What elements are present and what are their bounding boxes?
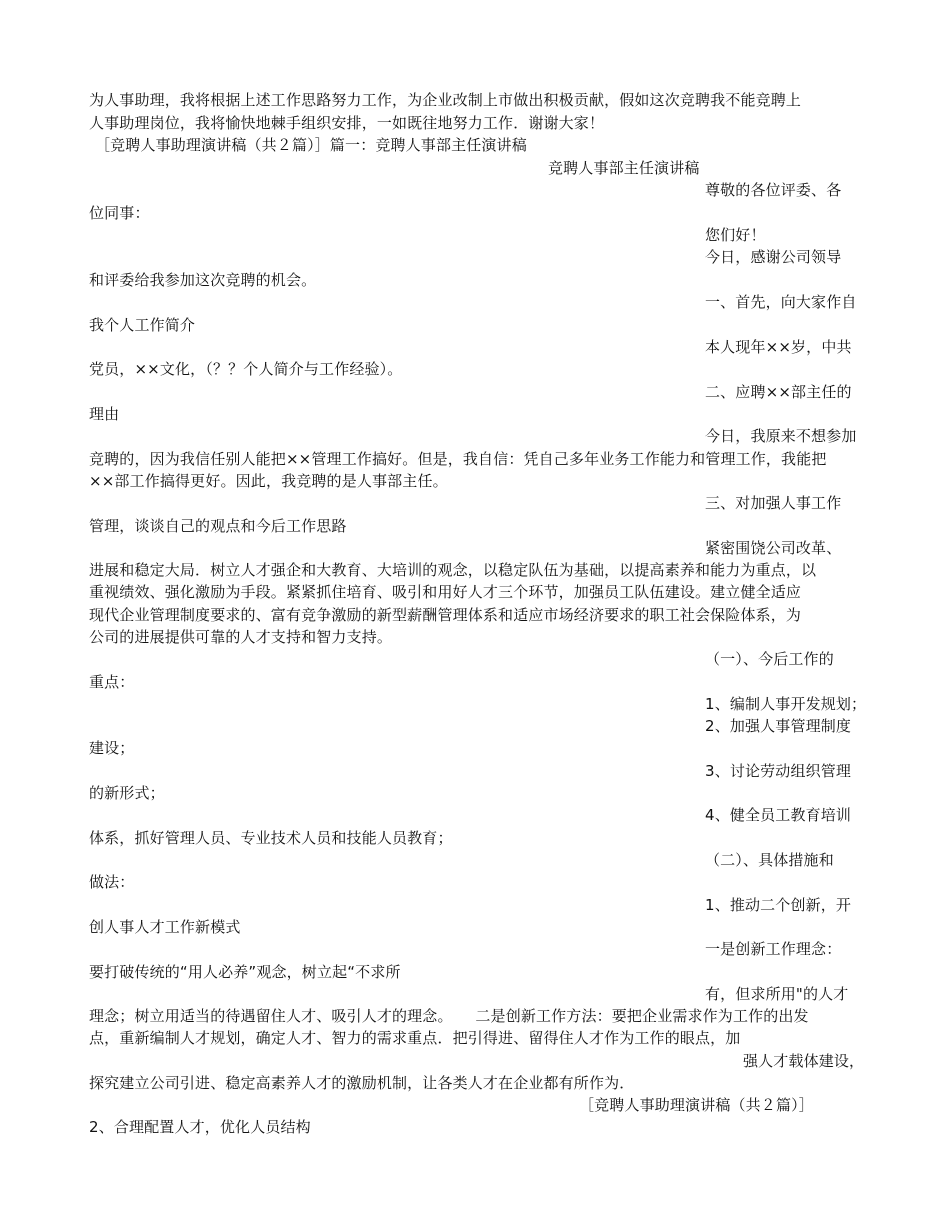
text-line: 公司的进展提供可靠的人才支持和智力支持。 (89, 628, 393, 646)
text-line: 一是创新工作理念： (705, 940, 842, 958)
text-line: （二）、具体措施和 (705, 851, 834, 869)
text-line: 一、首先，向大家作自 (705, 293, 857, 311)
text-line: 人事助理岗位，我将愉快地棘手组织安排，一如既往地努力工作．谢谢大家！ (89, 114, 605, 132)
text-line: 创人事人才工作新模式 (89, 918, 241, 936)
text-line: 二、应聘××部主任的 (705, 383, 852, 401)
text-line: 点，重新编制人才规划，确定人才、智力的需求重点．把引得进、留得住人才作为工作的眼点，加 (89, 1029, 741, 1047)
text-line: 理由 (89, 405, 120, 423)
section-footer: ［竞聘人事助理演讲稿（共２篇）］ (579, 1096, 814, 1114)
text-line: 2、合理配置人才，优化人员结构 (89, 1118, 311, 1136)
text-line: 本人现年××岁，中共 (705, 338, 852, 356)
text-line: 管理，谈谈自己的观点和今后工作思路 (89, 517, 347, 535)
text-line: 的新形式； (89, 784, 165, 802)
text-line: 1、编制人事开发规划； (705, 695, 867, 713)
text-line: 4、健全员工教育培训 (705, 806, 852, 824)
text-line: 党员，××文化，（？？个人简介与工作经验）。 (89, 360, 403, 378)
text-line: 紧密围饶公司改革、 (705, 539, 842, 557)
text-line: 尊敬的各位评委、各 (705, 181, 842, 199)
text-line: 理念；树立用适当的待遇留住人才、吸引人才的理念。 二是创新工作方法：要把企业需求作为工作的出发 (89, 1007, 809, 1025)
text-line: 现代企业管理制度要求的、富有竞争激励的新型薪酬管理体系和适应市场经济要求的职工社会保险体系，为 (89, 606, 802, 624)
text-line: 要打破传统的“用人必养”观念，树立起“不求所 (89, 963, 401, 981)
text-line: 今日，感谢公司领导 (705, 248, 842, 266)
text-line: 重点： (89, 673, 135, 691)
text-line: 三、对加强人事工作 (705, 494, 842, 512)
text-line: ××部工作搞得更好。因此，我竞聘的是人事部主任。 (89, 472, 448, 490)
text-line: 今日，我原来不想参加 (705, 427, 857, 445)
text-line: 强人才载体建设， (743, 1052, 865, 1070)
text-line: （一）、今后工作的 (705, 650, 834, 668)
document-title: 竞聘人事部主任演讲稿 (548, 159, 700, 177)
text-line: 竞聘的，因为我信任别人能把××管理工作搞好。但是，我自信：凭自己多年业务工作能力和管理工作，我能把 (89, 450, 827, 468)
text-line: 我个人工作简介 (89, 316, 196, 334)
text-line: 2、加强人事管理制度 (705, 717, 852, 735)
text-line: 做法： (89, 873, 135, 891)
text-line: 探究建立公司引进、稳定高素养人才的激励机制，让各类人才在企业都有所作为． (89, 1074, 635, 1092)
text-line: 位同事： (89, 204, 150, 222)
text-line: 重视绩效、强化激励为手段。紧紧抓住培育、吸引和用好人才三个环节，加强员工队伍建设。建立健全适应 (89, 583, 802, 601)
section-heading: ［竞聘人事助理演讲稿（共２篇）］篇一：竞聘人事部主任演讲稿 (95, 136, 527, 154)
text-line: 体系，抓好管理人员、专业技术人员和技能人员教育； (89, 829, 453, 847)
text-line: 1、推动二个创新，开 (705, 896, 852, 914)
text-line: 和评委给我参加这次竞聘的机会。 (89, 271, 317, 289)
text-line: 为人事助理，我将根据上述工作思路努力工作，为企业改制上市做出积极贡献，假如这次竞聘我不能竞聘上 (89, 91, 802, 109)
text-line: 进展和稳定大局．树立人才强企和大教育、大培训的观念，以稳定队伍为基础，以提高素养和能力为重点，以 (89, 561, 817, 579)
text-line: 3、讨论劳动组织管理 (705, 762, 852, 780)
text-line: 您们好！ (705, 226, 766, 244)
text-line: 建设； (89, 739, 135, 757)
text-line: 有，但求所用"的人才 (705, 985, 849, 1003)
